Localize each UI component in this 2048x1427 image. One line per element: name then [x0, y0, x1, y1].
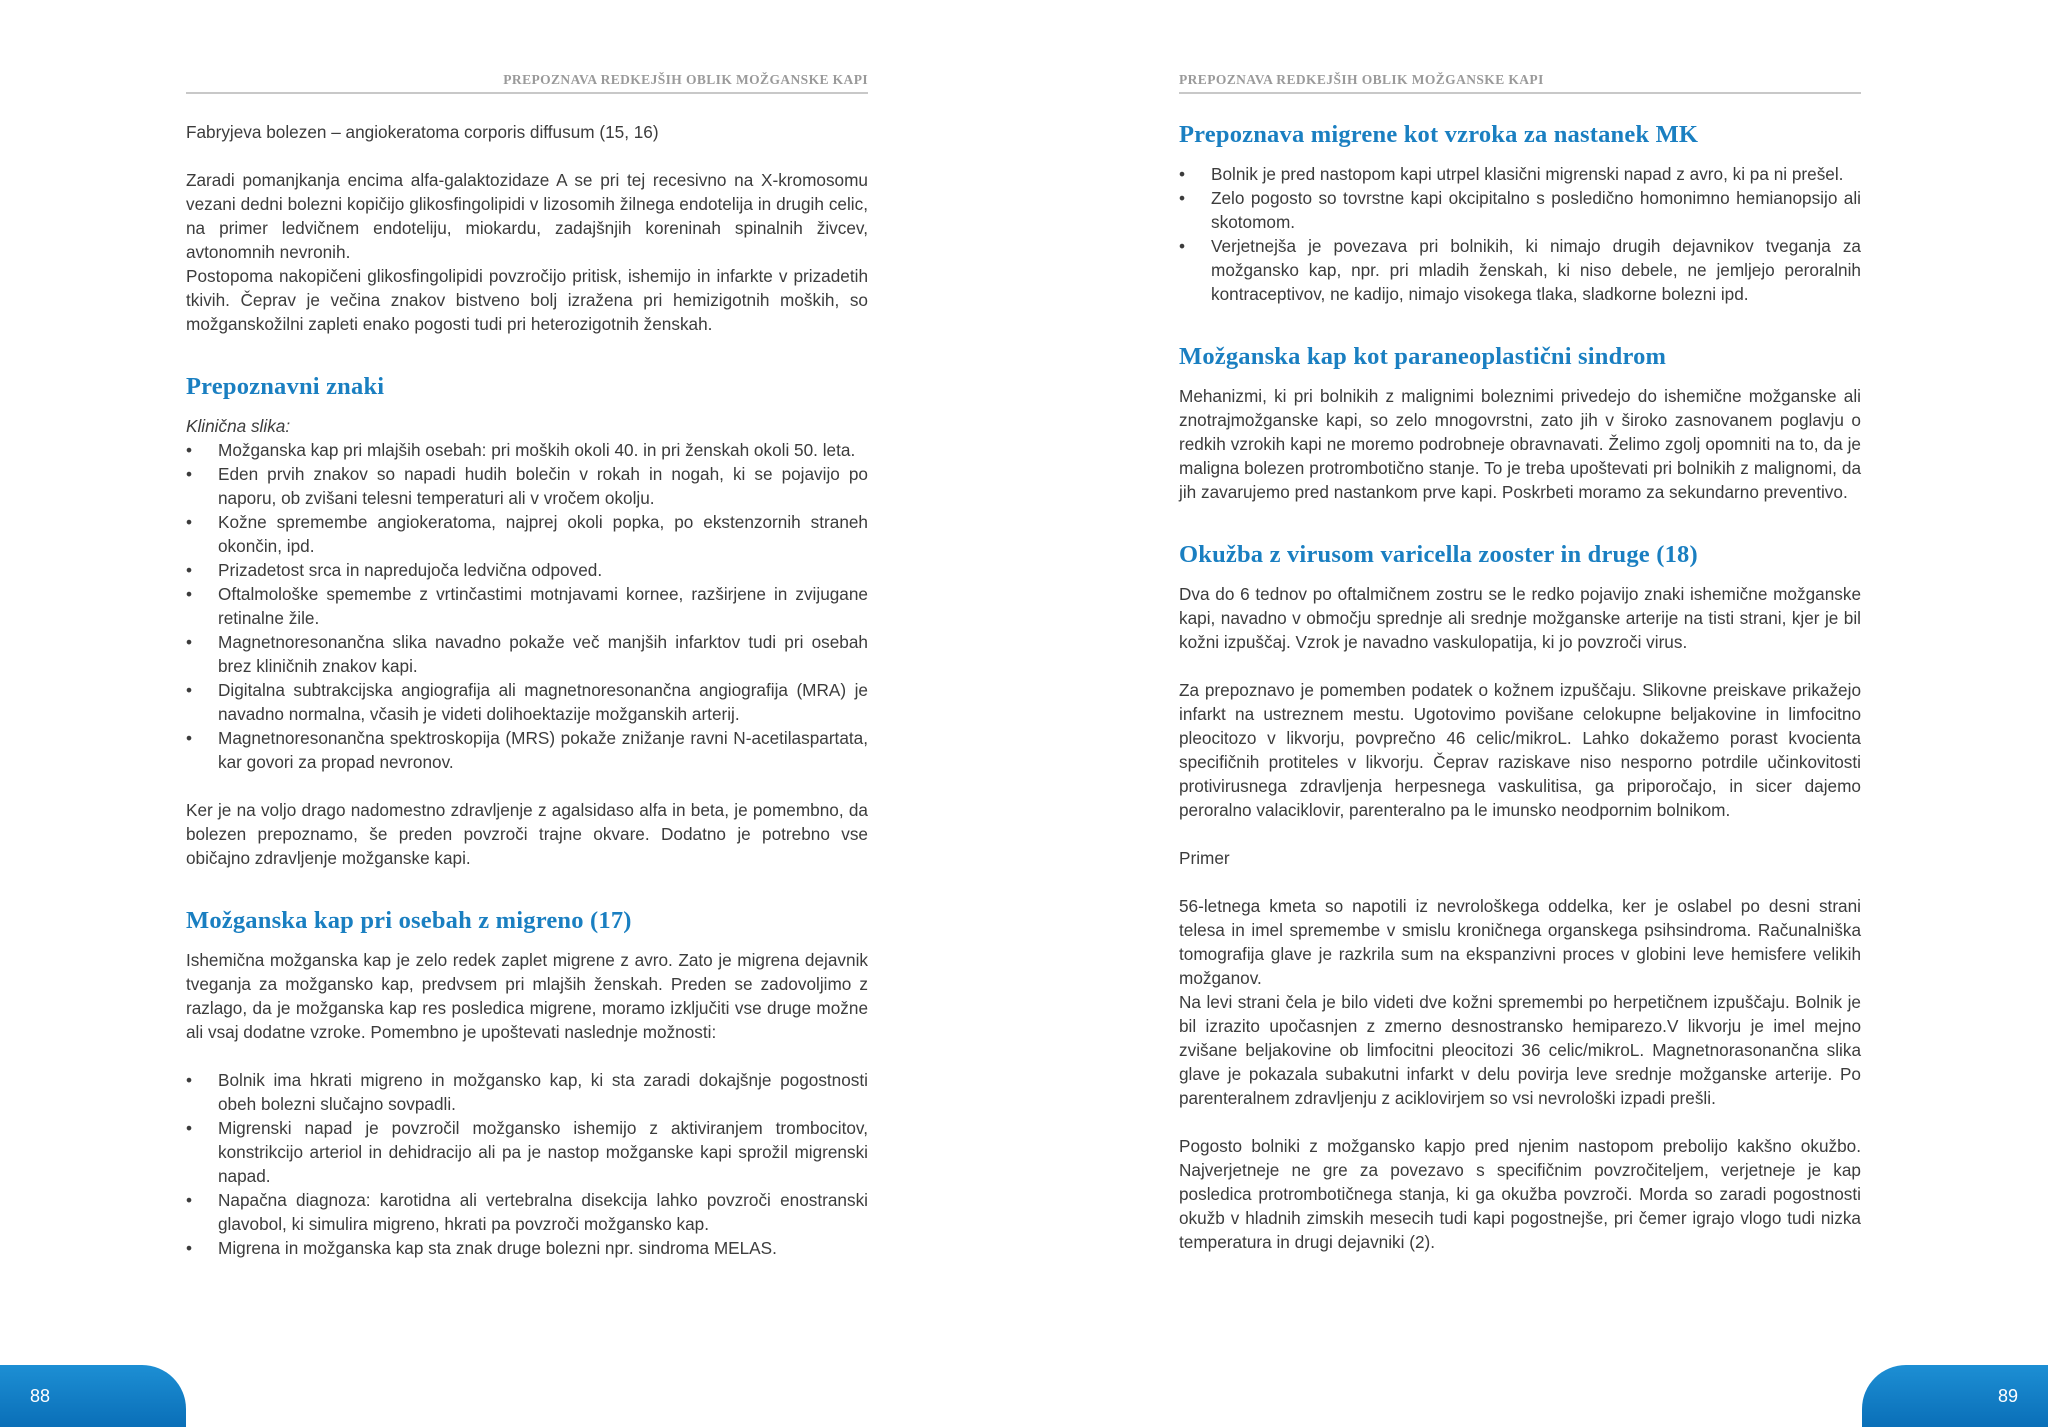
- list-item: • Zelo pogosto so tovrstne kapi okcipitalno s posledično homonimno hemianopsijo ali skotomom.: [1179, 186, 1861, 234]
- list-item: • Napačna diagnoza: karotidna ali vertebralna disekcija lahko povzroči enostranski glavobol, ki simulira migreno, hkrati pa povzroči možgansko kap.: [186, 1188, 868, 1236]
- list-item: • Eden prvih znakov so napadi hudih bolečin v rokah in nogah, ki se pojavijo po naporu, ob zvišani telesni temperaturi ali v vročem okolju.: [186, 462, 868, 510]
- list-item: • Oftalmološke spemembe z vrtinčastimi motnjavami kornee, razširjene in zvijugane retinalne žile.: [186, 582, 868, 630]
- section-heading-migrena: Možganska kap pri osebah z migreno (17): [186, 907, 632, 934]
- list-item: • Možganska kap pri mlajših osebah: pri moških okoli 40. in pri ženskah okoli 50. leta.: [186, 438, 868, 462]
- section-heading-prepoznavni-znaki: Prepoznavni znaki: [186, 373, 385, 400]
- list-item: • Bolnik je pred nastopom kapi utrpel klasični migrenski napad z avro, ki pa ni prešel.: [1179, 162, 1861, 186]
- paraneoplastic-paragraph: Mehanizmi, ki pri bolnikih z malignimi boleznimi privedejo do ishemične možganske ali znotrajmožganske kapi, so zelo mnogovrstni, zato jih v široko zasnovanem poglavju o redkih vzrokih kapi ne moremo podrobneje obravnavati. Želimo zgolj opomniti na to, da je maligna bolezen protrombotično stanje. To je treba upoštevati pri bolnikih z malignomi, da jih zavarujemo pred nastankom prve kapi. Poskrbeti moramo za sekundarno preventivo.: [1179, 386, 1861, 502]
- section-heading-migrena-mk: Prepoznava migrene kot vzroka za nastanek MK: [1179, 121, 1699, 148]
- list-item: • Migrena in možganska kap sta znak druge bolezni npr. sindroma MELAS.: [186, 1236, 868, 1260]
- section-heading-paraneoplasticni: Možganska kap kot paraneoplastični sindrom: [1179, 343, 1667, 370]
- list-item: • Verjetnejša je povezava pri bolnikih, ki nimajo drugih dejavnikov tveganja za možgansko kap, npr. pri mladih ženskah, ki niso debele, ne jemljejo peroralnih kontraceptivov, ne kadijo, nimajo visokega tlaka, sladkorne bolezni ipd.: [1179, 234, 1861, 306]
- clinical-picture-label: Klinična slika:: [186, 416, 291, 436]
- list-item: • Migrenski napad je povzročil možgansko ishemijo z aktiviranjem trombocitov, konstrikcijo arteriol in dehidracijo ali pa je nastop možganske kapi sprožil migrenski napad.: [186, 1116, 868, 1188]
- list-item: • Magnetnoresonančna slika navadno pokaže več manjših infarktov tudi pri osebah brez kliničnih znakov kapi.: [186, 630, 868, 678]
- case-paragraph-2: Na levi strani čela je bilo videti dve kožni spremembi po herpetičnem izpuščaju. Bolnik je bil izrazito upočasnjen z zmerno desnostransko hemiparezo.V likvorju je imel mejno zvišane beljakovine ob limfocitni pleocitozi 36 celic/mikroL. Magnetnorasonančna slika glave je pokazala subakutni infarkt v delu povirja leve srednje možganske arterije. Po parenteralnem zdravljenju z aciklovirjem so vsi nevrološki izpadi prešli.: [1179, 992, 1861, 1108]
- migraine-intro-paragraph: Ishemična možganska kap je zelo redek zaplet migrene z avro. Zato je migrena dejavnik tveganja za možgansko kap, predvsem pri mlajših ženskah. Preden se zadovoljimo z razlago, da je možganska kap res posledica migrene, moramo izključiti vse druge možne ali vsaj dodatne vzroke. Pomembno je upoštevati naslednje možnosti:: [186, 950, 868, 1042]
- infection-paragraph: Pogosto bolniki z možgansko kapjo pred njenim nastopom prebolijo kakšno okužbo. Najverjetneje ne gre za povezavo s specifičnim povzročiteljem, verjetneje je kap posledica protrombotičnega stanja, ki ga okužba povzroči. Morda so zaradi pogostnosti okužb v hladnih zimskih mesecih tudi kapi pogostnejše, pri čemer igrajo vlogo tudi nizka temperatura in drugi dejavniki (2).: [1179, 1136, 1861, 1252]
- list-item: • Kožne spremembe angiokeratoma, najprej okoli popka, po ekstenzornih straneh okončin, ipd.: [186, 510, 868, 558]
- right-content: [1179, 120, 1861, 1254]
- page-number-tab: 89: [1862, 1365, 2048, 1427]
- varicella-paragraph-1: Dva do 6 tednov po oftalmičnem zostru se le redko pojavijo znaki ishemične možganske kapi, navadno v območju sprednje ali srednje možganske arterije na tisti strani, kjer je bil kožni izpuščaj. Vzrok je navadno vaskulopatija, ki jo povzroči virus.: [1179, 584, 1861, 652]
- migraine-possibilities-list: [186, 1068, 868, 1260]
- left-content: [186, 120, 868, 1260]
- case-paragraph-1: 56-letnega kmeta so napotili iz nevrološkega oddelka, ker je oslabel po desni strani telesa in imel spremembe v smislu kroničnega organskega psihsindroma. Računalniška tomografija glave je razkrila sum na ekspanzivni proces v globini leve hemisfere velikih možganov.: [1179, 896, 1861, 988]
- clinical-signs-list: [186, 438, 868, 774]
- list-item: • Bolnik ima hkrati migreno in možgansko kap, ki sta zaradi dokajšnje pogostnosti obeh bolezni slučajno sovpadli.: [186, 1068, 868, 1116]
- treatment-paragraph: Ker je na voljo drago nadomestno zdravljenje z agalsidaso alfa in beta, je pomembno, da bolezen prepoznamo, še preden povzroči trajne okvare. Dodatno je potrebno vse običajno zdravljenje možganske kapi.: [186, 800, 868, 868]
- varicella-paragraph-2: Za prepoznavo je pomemben podatek o kožnem izpuščaju. Slikovne preiskave prikažejo infarkt na ustreznem mestu. Ugotovimo povišane celokupne beljakovine in limfocitno pleocitozo v likvorju, povprečno 46 celic/mikroL. Lahko dokažemo porast kvocienta specifičnih protiteles v likvorju. Čeprav raziskave niso nesporno potrdile učinkovitosti protivirusnega zdravljenja herpesnega vaskulitisa, ga priporočajo, in sicer dajemo peroralno valaciklovir, parenteralno pa le imunsko neodpornim bolnikom.: [1179, 680, 1861, 820]
- migraine-recognition-list: [1179, 162, 1861, 306]
- example-label: Primer: [1179, 848, 1230, 868]
- list-item: • Digitalna subtrakcijska angiografija ali magnetnoresonančna angiografija (MRA) je navadno normalna, včasih je videti dolihoektazije možganskih arterij.: [186, 678, 868, 726]
- fabry-paragraph-2: Postopoma nakopičeni glikosfingolipidi povzročijo pritisk, ishemijo in infarkte v prizadetih tkivih. Čeprav je večina znakov bistveno bolj izražena pri hemizigotnih moških, so možganskožilni zapleti enako pogosti tudi pri heterozigotnih ženskah.: [186, 266, 868, 334]
- page-number-tab: 88: [0, 1365, 186, 1427]
- fabry-paragraph-1: Zaradi pomanjkanja encima alfa-galaktozidaze A se pri tej recesivno na X-kromosomu vezani dedni bolezni kopičijo glikosfingolipidi v lizosomih žilnega endotelija in drugih celic, na primer ledvičnem endoteliju, miokardu, zadajšnjih koreninah spinalnih živcev, avtonomnih nevronih.: [186, 170, 868, 262]
- list-item: • Prizadetost srca in napredujoča ledvična odpoved.: [186, 558, 868, 582]
- running-header: PREPOZNAVA REDKEJŠIH OBLIK MOŽGANSKE KAPI: [1179, 72, 1861, 94]
- fabry-title: Fabryjeva bolezen – angiokeratoma corporis diffusum (15, 16): [186, 122, 659, 142]
- right-page: [1024, 0, 2048, 1427]
- section-heading-varicella: Okužba z virusom varicella zooster in druge (18): [1179, 541, 1698, 568]
- list-item: • Magnetnoresonančna spektroskopija (MRS) pokaže znižanje ravni N-acetilaspartata, kar govori za propad nevronov.: [186, 726, 868, 774]
- running-header: PREPOZNAVA REDKEJŠIH OBLIK MOŽGANSKE KAPI: [186, 72, 868, 94]
